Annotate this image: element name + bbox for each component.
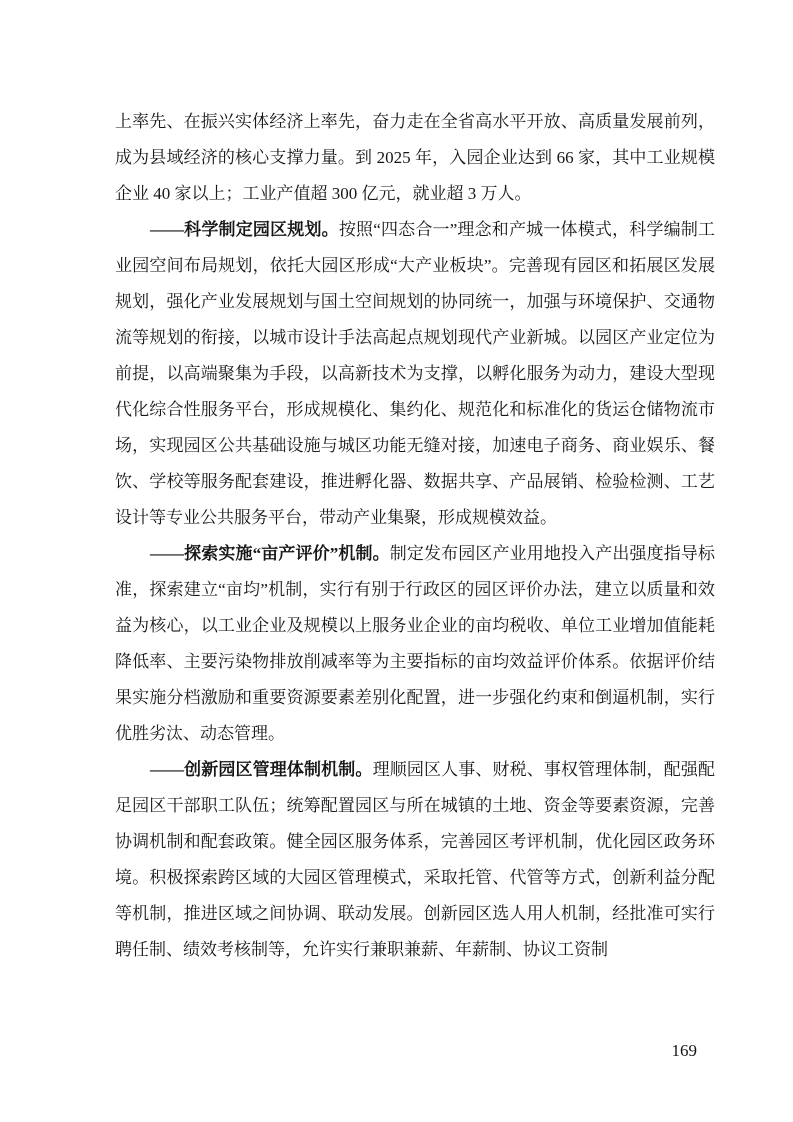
paragraph-lead: ——科学制定园区规划。 (150, 220, 339, 239)
paragraph-text: 上率先、在振兴实体经济上率先，奋力走在全省高水平开放、高质量发展前列，成为县域经济的核心支撑力量。到 2025 年，入园企业达到 66 家，其中工业规模企业 40 家以上；工业产值超 300 亿元，就业超 3 万人。 (115, 112, 715, 203)
paragraph-park-planning (115, 212, 715, 536)
paragraph-management-mechanism (115, 752, 715, 968)
paragraph-per-mu-evaluation (115, 536, 715, 752)
paragraph-text: 按照“四态合一”理念和产城一体模式，科学编制工业园空间布局规划，依托大园区形成“大产业板块”。完善现有园区和拓展区发展规划，强化产业发展规划与国土空间规划的协同统一，加强与环境保护、交通物流等规划的衔接，以城市设计手法高起点规划现代产业新城。以园区产业定位为前提，以高端聚集为手段，以高新技术为支撑，以孵化服务为动力，建设大型现代化综合性服务平台，形成规模化、集约化、规范化和标准化的货运仓储物流市场，实现园区公共基础设施与城区功能无缝对接，加速电子商务、商业娱乐、餐饮、学校等服务配套建设，推进孵化器、数据共享、产品展销、检验检测、工艺设计等专业公共服务平台，带动产业集聚，形成规模效益。 (115, 220, 716, 527)
paragraph-text: 制定发布园区产业用地投入产出强度指导标准，探索建立“亩均”机制，实行有别于行政区的园区评价办法，建立以质量和效益为核心，以工业企业及规模以上服务业企业的亩均税收、单位工业增加值能耗降低率、主要污染物排放削减率等为主要指标的亩均效益评价体系。依据评价结果实施分档激励和重要资源要素差别化配置，进一步强化约束和倒逼机制，实行优胜劣汰、动态管理。 (115, 544, 715, 743)
paragraph-text: 理顺园区人事、财税、事权管理体制，配强配足园区干部职工队伍；统筹配置园区与所在城镇的土地、资金等要素资源，完善协调机制和配套政策。健全园区服务体系，完善园区考评机制，优化园区政务环境。积极探索跨区域的大园区管理模式，采取托管、代管等方式，创新利益分配等机制，推进区域之间协调、联动发展。创新园区选人用人机制，经批准可实行聘任制、绩效考核制等，允许实行兼职兼薪、年薪制、协议工资制 (115, 760, 716, 959)
paragraph-lead: ——探索实施“亩产评价”机制。 (150, 544, 390, 563)
document-body (115, 104, 715, 968)
page-number: 169 (671, 1041, 697, 1060)
paragraph-continuation (115, 104, 715, 212)
paragraph-lead: ——创新园区管理体制机制。 (150, 760, 373, 779)
